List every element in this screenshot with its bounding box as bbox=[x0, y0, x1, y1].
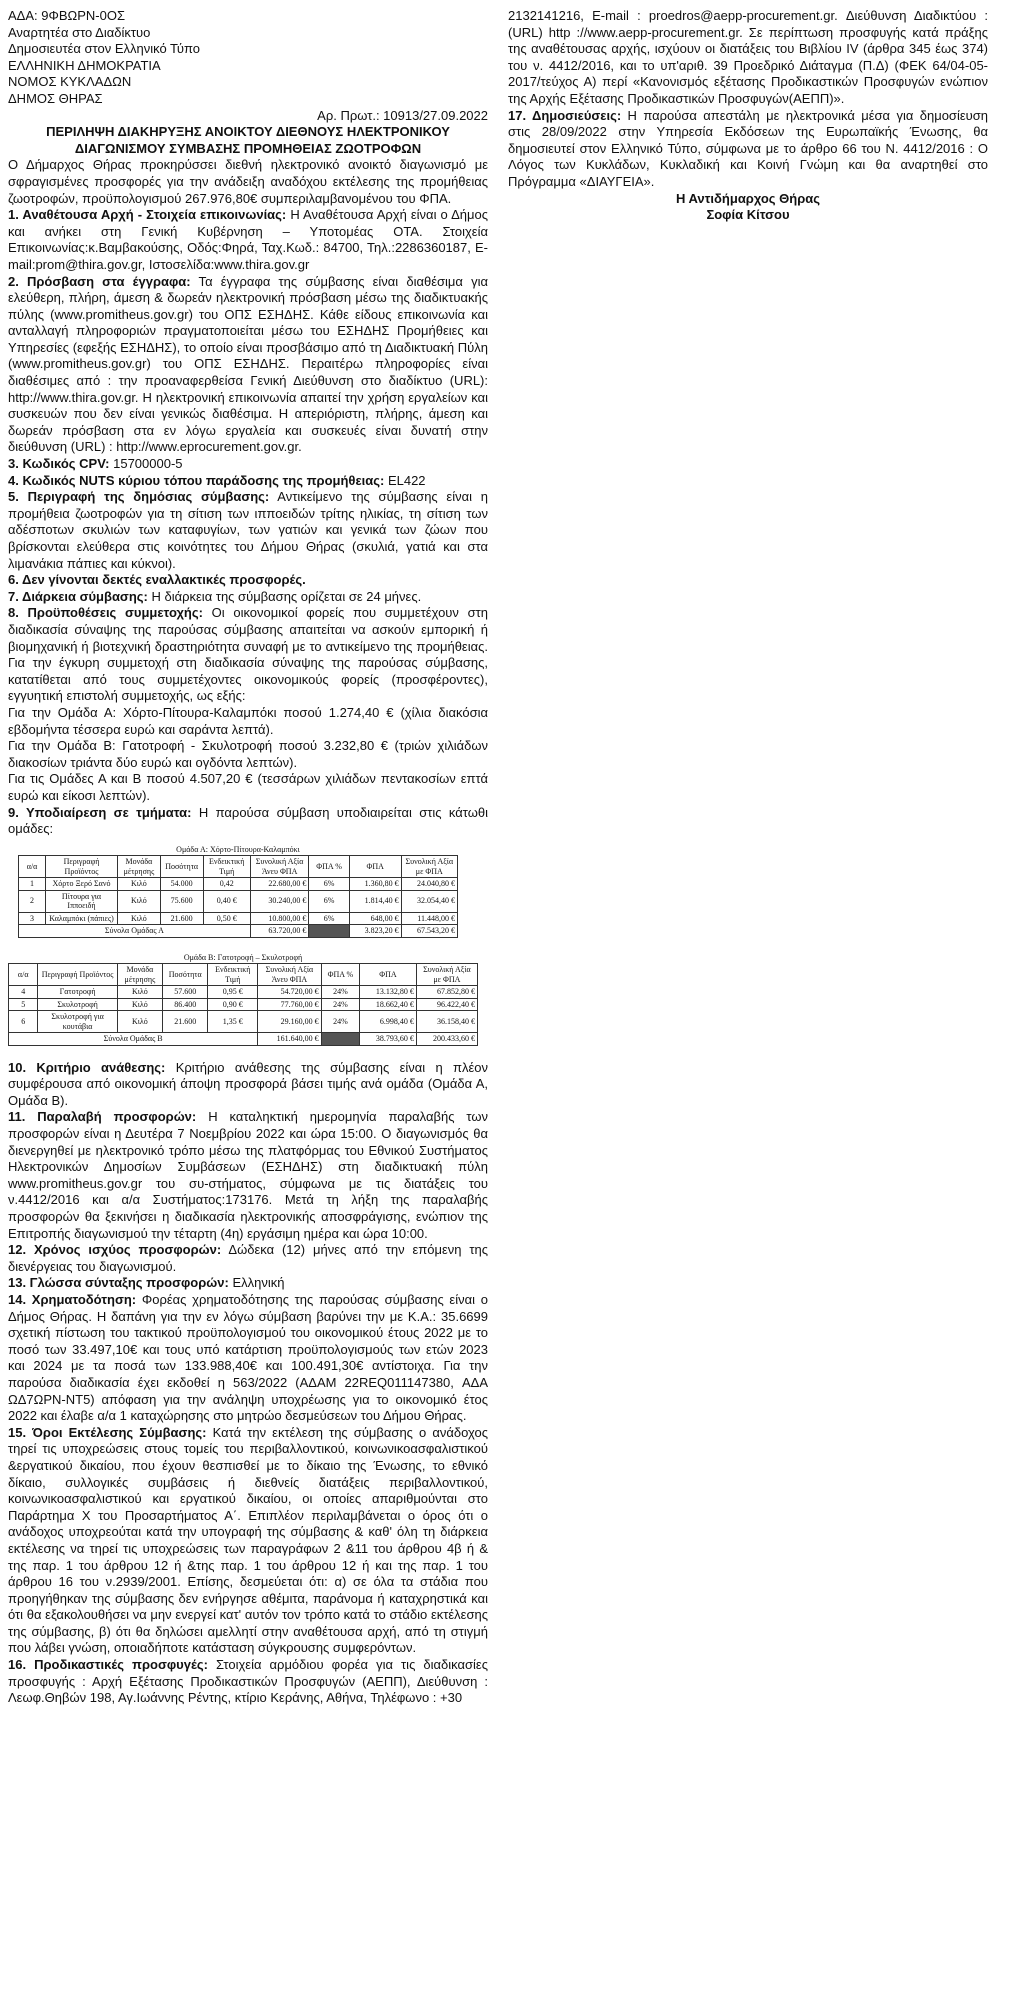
total-vat: 38.793,60 € bbox=[360, 1033, 417, 1046]
column-header: Μονάδα μέτρησης bbox=[118, 856, 161, 878]
column-header: α/α bbox=[9, 964, 38, 986]
section-label: 6. Δεν γίνονται δεκτές εναλλακτικές προσφορές. bbox=[8, 572, 306, 588]
column-header: Περιγραφή Προϊόντος bbox=[46, 856, 118, 878]
section-text: Για την Ομάδα Α: Χόρτο-Πίτουρα-Καλαμπόκι ποσού 1.274,40 € (χίλια διακόσια εβδομήντα τέσσερα ευρώ και σαράντα λεπτά). bbox=[8, 704, 488, 737]
column-header: ΦΠΑ % bbox=[321, 964, 360, 986]
shaded-cell bbox=[309, 925, 350, 938]
column-header: Συνολική Αξία με ΦΠΑ bbox=[401, 856, 457, 878]
cell: 67.852,80 € bbox=[416, 986, 477, 999]
table-row bbox=[19, 890, 458, 912]
shaded-cell bbox=[321, 1033, 360, 1046]
section-text: Ελληνική bbox=[228, 1275, 285, 1291]
cell: 54.000 bbox=[160, 878, 203, 891]
cell: 21.600 bbox=[163, 1011, 208, 1033]
cell: 0,90 € bbox=[208, 998, 258, 1011]
section-16-continued: 2132141216, E-mail : proedros@aepp-procurement.gr. Διεύθυνση Διαδικτύου : (URL) http ://www.aepp-procurement.gr. Σε περίπτωση προσφυγής κατά πράξης της αναθέτουσας αρχής, ισχύουν οι διατάξεις του Βιβλίου IV (άρθρα 345 έως 374) του ν. 4412/2016, και το υπ'αριθ. 39 Προεδρικό Διάταγμα (Π.Δ) (ΦΕΚ 64/04-05-2017/τεύχος Α) περί «Κανονισμός εξέτασης Προδικαστικών Προσφυγών ενώπιον της Αρχής Εξέτασης Προδικαστικών Προσφυγών(ΑΕΠΠ)». bbox=[508, 8, 988, 106]
guarantee-group-b bbox=[8, 738, 488, 771]
column-header: Ενδεικτική Τιμή bbox=[208, 964, 258, 986]
table-group-b-wrapper bbox=[8, 952, 488, 1046]
section-text: Η παρούσα σύμβαση υποδιαιρείται στις κάτωθι ομάδες: bbox=[8, 804, 488, 837]
sections-after-list bbox=[8, 1060, 488, 1707]
column-header: ΦΠΑ bbox=[349, 856, 401, 878]
section-text: Δώδεκα (12) μήνες από την επόμενη της διενέργειας του διαγωνισμού. bbox=[8, 1242, 488, 1274]
section-text: Η καταληκτική ημερομηνία παραλαβής των προσφορών είναι η Δευτέρα 7 Νοεμβρίου 2022 και ώρα 15:00. Ο διαγωνισμός θα διενεργηθεί με ηλεκτρονικό τρόπο μέσω της πλατφόρμας του Εθνικού Συστήματος Ηλεκτρονικών Δημοσίων Συμβάσεων (ΕΣΗΔΗΣ) στη διαδικτυακή πύλη www.promitheus.gov.gr του συ-στήματος, σύμφωνα με τις διατάξεις του ν.4412/2016 και α/α Συστήματος:173176. Μετά τη λήξη της παραλαβής προσφορών θα ξεκινήσει η διαδικασία ηλεκτρονικής αποσφράγισης, ενώπιον της Επιτροπής διαγωνισμού την τέταρτη (4η) εργάσιμη ημέρα και ώρα 10:00. bbox=[8, 1109, 489, 1241]
cell: 32.054,40 € bbox=[401, 890, 457, 912]
cell: 96.422,40 € bbox=[416, 998, 477, 1011]
table-group-a bbox=[18, 844, 458, 938]
table-total-row bbox=[19, 925, 458, 938]
column-header: Περιγραφή Προϊόντος bbox=[38, 964, 117, 986]
header-line: ΝΟΜΟΣ ΚΥΚΛΑΔΩΝ bbox=[8, 74, 132, 90]
cell: 77.760,00 € bbox=[258, 998, 321, 1011]
cell: 86.400 bbox=[163, 998, 208, 1011]
section-label: 1. Αναθέτουσα Αρχή - Στοιχεία επικοινωνίας: bbox=[8, 207, 287, 223]
table-row bbox=[9, 1011, 478, 1033]
column-header: Ενδεικτική Τιμή bbox=[203, 856, 250, 878]
cell: 30.240,00 € bbox=[250, 890, 309, 912]
table-caption: Ομάδα Β: Γατοτροφή – Σκυλοτροφή bbox=[183, 952, 303, 962]
section-4 bbox=[8, 473, 488, 490]
signatory-name: Σοφία Κίτσου bbox=[706, 207, 790, 223]
section-text: Για την Ομάδα Β: Γατοτροφή - Σκυλοτροφή ποσού 3.232,80 € (τριών χιλιάδων διακοσίων τριάντα δύο ευρώ και ογδόντα λεπτών). bbox=[8, 738, 488, 770]
total-gross: 200.433,60 € bbox=[416, 1033, 477, 1046]
cell: 0,40 € bbox=[203, 890, 250, 912]
section-1 bbox=[8, 207, 488, 273]
cell: Καλαμπόκι (πάπιες) bbox=[46, 912, 118, 925]
section-15 bbox=[8, 1425, 488, 1657]
section-label: 3. Κωδικός CPV: bbox=[8, 456, 110, 472]
table-caption: Ομάδα Α: Χόρτο-Πίτουρα-Καλαμπόκι bbox=[176, 844, 300, 854]
cell: Πίτουρα για Ιπποειδή bbox=[46, 890, 118, 912]
cell: 6% bbox=[309, 890, 350, 912]
total-net: 63.720,00 € bbox=[250, 925, 309, 938]
section-label: 11. Παραλαβή προσφορών: bbox=[8, 1109, 197, 1125]
section-text: EL422 bbox=[384, 472, 426, 488]
section-label: 7. Διάρκεια σύμβασης: bbox=[8, 588, 148, 604]
total-label: Σύνολα Ομάδας Α bbox=[19, 925, 251, 938]
column-header: Συνολική Αξία Άνευ ΦΠΑ bbox=[258, 964, 321, 986]
section-16 bbox=[8, 1657, 488, 1707]
cell: Κιλό bbox=[118, 878, 161, 891]
cell: Σκυλοτροφή bbox=[38, 998, 117, 1011]
section-11 bbox=[8, 1109, 488, 1242]
section-label: 17. Δημοσιεύσεις: bbox=[508, 107, 622, 123]
column-header: Ποσότητα bbox=[160, 856, 203, 878]
table-row bbox=[9, 986, 478, 999]
cell: 18.662,40 € bbox=[360, 998, 417, 1011]
guarantee-group-a bbox=[8, 705, 488, 738]
section-text: Αντικείμενο της σύμβασης είναι η προμήθεια ζωοτροφών για τη σίτιση των ιπποειδών τρίτης ηλικίας, τη σίτιση των αδέσποτων σκυλιών των καταφυγίων, των γατιών και γενικά των ζώων που βρίσκονται ελεύθερα στις κοινότητες του Δήμου Θήρας (σκυλιά, γατιά και στα λιμανάκια πάπιες και κύκνοι). bbox=[8, 489, 488, 571]
document-header bbox=[8, 8, 488, 157]
cell: 6 bbox=[9, 1011, 38, 1033]
table-row bbox=[19, 912, 458, 925]
section-text: Οι οικονομικοί φορείς που συμμετέχουν στη διαδικασία σύναψης της παρούσας σύμβασης απαιτείται να ασκούν εμπορική ή βιομηχανική ή βιοτεχνική δραστηριότητα συναφή με το αντικείμενο της προμήθειας. Για την έγκυρη συμμετοχή στη διαδικασία σύναψης της παρούσας σύμβασης, κατατίθεται από τους συμμετέχοντες οικονομικούς φορείς (προσφέροντες), εγγυητική επιστολή συμμετοχής, ως εξής: bbox=[8, 605, 488, 704]
cell: 2 bbox=[19, 890, 46, 912]
cell: 1.360,80 € bbox=[349, 878, 401, 891]
section-text: Κριτήριο ανάθεσης της σύμβασης είναι η πλέον συμφέρουσα από οικονομική άποψη προσφορά βάσει τιμής ανά ομάδα (Ομάδα Α, Ομάδα Β). bbox=[8, 1059, 488, 1108]
section-text: Η διάρκεια της σύμβασης ορίζεται σε 24 μήνες. bbox=[147, 588, 422, 604]
section-text: Η παρούσα απεστάλη με ηλεκτρονικά μέσα για δημοσίευση στις 28/09/2022 στην Υπηρεσία Εκδόσεων της Ευρωπαϊκής Ένωσης, θα δημοσιευτεί στον Ελληνικό Τύπο, σύμφωνα με το άρθρο 66 του Ν. 4412/2016 : Ο Λόγος των Κυκλάδων, Κυκλαδική και Κοινή Γνώμη και θα αναρτηθεί στο Πρόγραμμα «ΔΙΑΥΓΕΙΑ». bbox=[508, 107, 988, 189]
cell: 0,50 € bbox=[203, 912, 250, 925]
guarantee-groups-ab bbox=[8, 771, 488, 804]
column-header: Συνολική Αξία με ΦΠΑ bbox=[416, 964, 477, 986]
intro-paragraph: Ο Δήμαρχος Θήρας προκηρύσσει διεθνή ηλεκτρονικό ανοικτό διαγωνισμό με σφραγισμένες προσφορές για την ανάδειξη αναδόχου εκτέλεσης της προμήθειας ζωοτροφών, προϋπολογισμού 267.976,80€ συμπεριλαμβανομένου του ΦΠΑ. bbox=[8, 157, 488, 206]
document-subtitle: ΔΙΑΓΩΝΙΣΜΟΥ ΣΥΜΒΑΣΗΣ ΠΡΟΜΗΘΕΙΑΣ ΖΩΟΤΡΟΦΩΝ bbox=[74, 140, 422, 156]
section-text: 15700000-5 bbox=[109, 456, 183, 472]
section-text: Στοιχεία αρμόδιου φορέα για τις διαδικασίες προσφυγής : Αρχή Εξέτασης Προδικαστικών Προσφυγών (ΑΕΠΠ), Διεύθυνση : Λεωφ.Θηβών 198, Αγ.Ιωάννης Ρέντης, κτίριο Κεράνης, Αθήνα, Τηλέφωνο : +30 bbox=[8, 1657, 488, 1706]
section-label: 10. Κριτήριο ανάθεσης: bbox=[8, 1059, 166, 1075]
cell: 75.600 bbox=[160, 890, 203, 912]
protocol-number: Αρ. Πρωτ.: 10913/27.09.2022 bbox=[317, 107, 488, 123]
left-column bbox=[8, 8, 488, 1707]
section-label: 5. Περιγραφή της δημόσιας σύμβασης: bbox=[8, 489, 270, 505]
cell: Κιλό bbox=[117, 986, 162, 999]
section-14 bbox=[8, 1292, 488, 1425]
section-17 bbox=[508, 108, 988, 191]
cell: 24% bbox=[321, 986, 360, 999]
section-label: 16. Προδικαστικές προσφυγές: bbox=[8, 1657, 208, 1673]
table-header-row bbox=[9, 964, 478, 986]
section-text: Φορέας χρηματοδότησης της παρούσας σύμβασης είναι ο Δήμος Θήρας. Η δαπάνη για την εν λόγω σύμβαση βαρύνει την με Κ.Α.: 35.6699 σχετική πίστωση του τακτικού προϋπολογισμού του οικονομικού έτους 2022 με το ποσό των 33.497,10€ και τους υπό κατάρτιση προϋπολογισμούς των ετών 2023 και 2024 με τα ποσά των 133.988,40€ και 100.491,30€ αντίστοιχα. Για την παρούσα διαδικασία έχει εκδοθεί η 563/2022 (ΑΔΑΜ 22REQ011147380, ΑΔΑ ΩΔ7ΩΡΝ-ΝΤ5) απόφαση για την ανάληψη υποχρέωσης για το οικονομικό έτος 2022 και έλαβε α/α 1 καταχώρησης στο μητρώο δεσμεύσεων του Δήμου Θήρας. bbox=[8, 1292, 488, 1424]
cell: 0,95 € bbox=[208, 986, 258, 999]
header-line: ΔΗΜΟΣ ΘΗΡΑΣ bbox=[8, 90, 103, 106]
column-header: Ποσότητα bbox=[163, 964, 208, 986]
cell: 54.720,00 € bbox=[258, 986, 321, 999]
cell: 4 bbox=[9, 986, 38, 999]
document-title: ΠΕΡΙΛΗΨΗ ΔΙΑΚΗΡΥΞΗΣ ΑΝΟΙΚΤΟΥ ΔΙΕΘΝΟΥΣ ΗΛΕΚΤΡΟΝΙΚΟΥ bbox=[46, 124, 450, 140]
cell: 24% bbox=[321, 1011, 360, 1033]
section-6 bbox=[8, 572, 488, 589]
cell: 22.680,00 € bbox=[250, 878, 309, 891]
cell: Κιλό bbox=[117, 998, 162, 1011]
cell: 6% bbox=[309, 878, 350, 891]
section-10 bbox=[8, 1060, 488, 1110]
section-label: 8. Προϋποθέσεις συμμετοχής: bbox=[8, 605, 203, 621]
cell: Κιλό bbox=[117, 1011, 162, 1033]
cell: 0,42 bbox=[203, 878, 250, 891]
section-label: 2. Πρόσβαση στα έγγραφα: bbox=[8, 273, 191, 289]
section-label: 15. Όροι Εκτέλεσης Σύμβασης: bbox=[8, 1424, 207, 1440]
cell: 5 bbox=[9, 998, 38, 1011]
section-text: Κατά την εκτέλεση της σύμβασης ο ανάδοχος τηρεί τις υποχρεώσεις στους τομείς του περιβαλλοντικού, κοινωνικοασφαλιστικού &εργατικού δικαίου, που έχουν θεσπισθεί με το δίκαιο της Ένωσης, το εθνικό δίκαιο, συλλογικές συμβάσεις ή διεθνείς διατάξεις περιβαλλοντικού, κοινωνικοασφαλιστικού και εργατικού δικαίου, οι οποίες απαριθμούνται στο Παράρτημα Χ του Προσαρτήματος Α΄. Επιπλέον περιλαμβάνεται ο όρος ότι ο ανάδοχος υποχρεούται κατά την υπογραφή της σύμβασης & καθ' όλη τη διάρκεια εκτέλεσης να τηρεί τις υποχρεώσεις των παραγράφων 2 &11 του άρθρου 4β ή & της παρ. 1 του άρθρου 12 ή &της παρ. 1 του άρθρου 12 ή και της παρ. 1 του άρθρου 16 του ν.2939/2001. Επίσης, δεσμεύεται ότι: α) σε όλα τα στάδια που προηγήθηκαν της σύμβασης δεν ενήργησε αθέμιτα, παράνομα ή καταχρηστικά και ότι θα εξακολουθήσει να μην ενεργεί κατ' αυτόν τον τρόπο κατά το στάδιο εκτέλεσης της σύμβασης, β) ότι θα δηλώσει αμελλητί στην αναθέτουσα αρχή, από τη στιγμή που λάβει γνώση, οποιαδήποτε κατάσταση σύγκρουσης συμφερόντων. bbox=[8, 1424, 489, 1656]
cell: Γατοτροφή bbox=[38, 986, 117, 999]
cell: 1 bbox=[19, 878, 46, 891]
cell: 29.160,00 € bbox=[258, 1011, 321, 1033]
cell: 24% bbox=[321, 998, 360, 1011]
section-5 bbox=[8, 489, 488, 572]
cell: 6.998,40 € bbox=[360, 1011, 417, 1033]
cell: Κιλό bbox=[118, 912, 161, 925]
section-text: Τα έγγραφα της σύμβασης είναι διαθέσιμα για ελεύθερη, πλήρη, άμεση & δωρεάν ηλεκτρονική πρόσβαση μέσω της διαδικτυακής πύλης (www.promitheus.gov.gr) του ΟΠΣ ΕΣΗΔΗΣ. Κάθε είδους επικοινωνία και ανταλλαγή πληροφοριών πραγματοποιείται μέσω του ΕΣΗΔΗΣ Προμήθειες και Υπηρεσίες (εφεξής ΕΣΗΔΗΣ), το οποίο είναι προσβάσιμο από τη Διαδικτυακή Πύλη (www.promitheus.gov.gr) του ΟΠΣ ΕΣΗΔΗΣ. Περαιτέρω πληροφορίες είναι διαθέσιμες από : την προαναφερθείσα Γενική Διεύθυνση στο διαδίκτυο (URL): http://www.thira.gov.gr. Η ηλεκτρονική επικοινωνία απαιτεί την χρήση εργαλείων και συσκευών που δεν είναι γενικώς διαθέσιμα. Η απεριόριστη, πλήρης, άμεση και δωρεάν πρόσβαση στα εν λόγω εργαλεία και συσκευές είναι δυνατή στην διεύθυνση (URL) : http://www.eprocurement.gov.gr. bbox=[8, 273, 488, 455]
header-line: ΑΔΑ: 9ΦΒΩΡΝ-0ΟΣ bbox=[8, 8, 126, 23]
section-label: 12. Χρόνος ισχύος προσφορών: bbox=[8, 1242, 222, 1258]
header-line: Δημοσιευτέα στον Ελληνικό Τύπο bbox=[8, 41, 200, 57]
table-group-b bbox=[8, 952, 478, 1046]
cell: Σκυλοτροφή για κουτάβια bbox=[38, 1011, 117, 1033]
section-2 bbox=[8, 274, 488, 457]
section-label: 13. Γλώσσα σύνταξης προσφορών: bbox=[8, 1275, 229, 1291]
cell: 21.600 bbox=[160, 912, 203, 925]
table-row bbox=[19, 878, 458, 891]
cell: 1.814,40 € bbox=[349, 890, 401, 912]
column-header: Μονάδα μέτρησης bbox=[117, 964, 162, 986]
header-line: ΕΛΛΗΝΙΚΗ ΔΗΜΟΚΡΑΤΙΑ bbox=[8, 57, 161, 73]
section-8 bbox=[8, 605, 488, 705]
table-group-a-wrapper bbox=[8, 844, 488, 938]
section-12 bbox=[8, 1242, 488, 1275]
table-header-row bbox=[19, 856, 458, 878]
column-header: ΦΠΑ % bbox=[309, 856, 350, 878]
section-label: 9. Υποδιαίρεση σε τμήματα: bbox=[8, 804, 192, 820]
total-label: Σύνολα Ομάδας Β bbox=[9, 1033, 258, 1046]
section-text: Για τις Ομάδες Α και Β ποσού 4.507,20 € (τεσσάρων χιλιάδων πεντακοσίων επτά ευρώ και είκοσι λεπτών). bbox=[8, 771, 488, 803]
cell: Χόρτο Ξερό Σανό bbox=[46, 878, 118, 891]
section-13 bbox=[8, 1275, 488, 1292]
section-label: 14. Χρηματοδότηση: bbox=[8, 1292, 137, 1307]
total-gross: 67.543,20 € bbox=[401, 925, 457, 938]
cell: 13.132,80 € bbox=[360, 986, 417, 999]
table-total-row bbox=[9, 1033, 478, 1046]
header-line: Αναρτητέα στο Διαδίκτυο bbox=[8, 24, 151, 40]
cell: 24.040,80 € bbox=[401, 878, 457, 891]
column-header: ΦΠΑ bbox=[360, 964, 417, 986]
right-column bbox=[508, 8, 988, 224]
total-vat: 3.823,20 € bbox=[349, 925, 401, 938]
cell: 3 bbox=[19, 912, 46, 925]
sections-list bbox=[8, 207, 488, 838]
cell: 36.158,40 € bbox=[416, 1011, 477, 1033]
cell: 648,00 € bbox=[349, 912, 401, 925]
section-9 bbox=[8, 805, 488, 838]
cell: Κιλό bbox=[118, 890, 161, 912]
cell: 6% bbox=[309, 912, 350, 925]
section-text: Η Αναθέτουσα Αρχή είναι ο Δήμος και ανήκει στη Γενική Κυβέρνηση – Υποτομέας ΟΤΑ. Στοιχεία Επικοινωνίας:κ.Βαμβακούσης, Οδός:Φηρά, Ταχ.Κωδ.: 84700, Τηλ.:2286360187, E-mail:prom@thira.gov.gr, Ιστοσελίδα:www.thira.gov.gr bbox=[8, 207, 488, 272]
cell: 11.448,00 € bbox=[401, 912, 457, 925]
total-net: 161.640,00 € bbox=[258, 1033, 321, 1046]
table-row bbox=[9, 998, 478, 1011]
column-header: α/α bbox=[19, 856, 46, 878]
column-header: Συνολική Αξία Άνευ ΦΠΑ bbox=[250, 856, 309, 878]
cell: 1,35 € bbox=[208, 1011, 258, 1033]
cell: 57.600 bbox=[163, 986, 208, 999]
section-3 bbox=[8, 456, 488, 473]
section-label: 4. Κωδικός NUTS κύριου τόπου παράδοσης της προμήθειας: bbox=[8, 472, 385, 488]
cell: 10.800,00 € bbox=[250, 912, 309, 925]
signatory-role: Η Αντιδήμαρχος Θήρας bbox=[675, 190, 821, 206]
section-7 bbox=[8, 589, 488, 606]
